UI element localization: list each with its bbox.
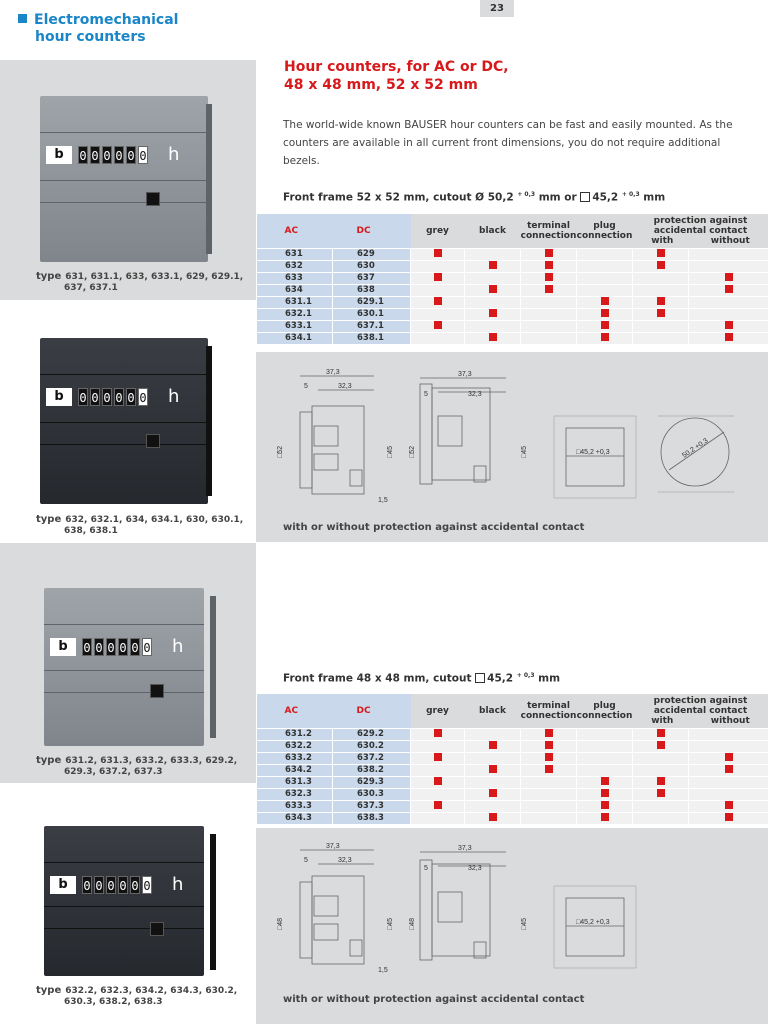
option-cell: [411, 764, 465, 776]
option-cell: [633, 248, 689, 260]
option-cell: [465, 776, 521, 788]
option-cell: [633, 296, 689, 308]
option-cell: [577, 800, 633, 812]
column-header-protection: protection against accidental contact with without: [633, 214, 768, 248]
hour-counter-photo-black-48: [44, 826, 216, 996]
option-cell: [689, 284, 768, 296]
red-square-marker-icon: [601, 297, 609, 305]
red-square-marker-icon: [601, 321, 609, 329]
option-cell: [411, 284, 465, 296]
option-cell: [465, 788, 521, 800]
table-row: [257, 764, 768, 776]
ac-type-cell: 632.2: [257, 740, 333, 752]
digit-display: 0 0 0 0 0 0: [78, 388, 148, 406]
option-cell: [689, 776, 768, 788]
red-square-marker-icon: [725, 321, 733, 329]
option-cell: [633, 740, 689, 752]
option-cell: [465, 752, 521, 764]
dc-type-cell: 637.2: [333, 752, 411, 764]
red-square-marker-icon: [601, 309, 609, 317]
dc-type-cell: 630.1: [333, 308, 411, 320]
option-cell: [521, 320, 577, 332]
option-cell: [411, 248, 465, 260]
red-square-marker-icon: [489, 261, 497, 269]
red-square-marker-icon: [601, 789, 609, 797]
red-square-marker-icon: [657, 777, 665, 785]
drawing-note: with or without protection against accidental contact: [283, 522, 585, 533]
column-header-plug: plug connection: [577, 214, 633, 248]
red-square-marker-icon: [489, 813, 497, 821]
hour-unit-label: h: [168, 144, 180, 165]
red-square-marker-icon: [725, 813, 733, 821]
option-cell: [521, 764, 577, 776]
option-cell: [521, 800, 577, 812]
column-header-terminal: terminal connection: [521, 214, 577, 248]
bauser-logo: b: [46, 388, 72, 406]
table-row: [257, 788, 768, 800]
table-row: [257, 332, 768, 344]
option-cell: [411, 752, 465, 764]
svg-text:□45,2 +0,3: □45,2 +0,3: [576, 449, 610, 456]
ac-type-cell: 631.3: [257, 776, 333, 788]
table-row: [257, 260, 768, 272]
option-cell: [689, 272, 768, 284]
svg-text:32,3: 32,3: [468, 391, 482, 398]
ac-type-cell: 634.1: [257, 332, 333, 344]
option-cell: [577, 260, 633, 272]
svg-text:32,3: 32,3: [338, 383, 352, 390]
dimension-drawing-48: [274, 842, 754, 982]
option-cell: [411, 812, 465, 824]
ac-type-cell: 633: [257, 272, 333, 284]
option-cell: [411, 740, 465, 752]
digit-display: 0 0 0 0 0 0: [78, 146, 148, 164]
square-cutout-icon: [475, 673, 485, 683]
svg-text:5: 5: [424, 865, 428, 872]
option-cell: [633, 260, 689, 272]
option-cell: [411, 272, 465, 284]
option-cell: [689, 260, 768, 272]
column-header-grey: grey: [411, 694, 465, 728]
dc-type-cell: 630.3: [333, 788, 411, 800]
option-cell: [633, 320, 689, 332]
option-cell: [521, 272, 577, 284]
option-cell: [465, 332, 521, 344]
option-cell: [521, 308, 577, 320]
dc-type-cell: 630: [333, 260, 411, 272]
option-cell: [577, 320, 633, 332]
table-row: [257, 272, 768, 284]
option-cell: [411, 320, 465, 332]
option-cell: [689, 764, 768, 776]
option-cell: [633, 812, 689, 824]
red-square-marker-icon: [601, 801, 609, 809]
option-cell: [577, 308, 633, 320]
table-row: [257, 728, 768, 740]
option-cell: [577, 812, 633, 824]
intro-text: The world-wide known BAUSER hour counters can be fast and easily mounted. As the counters are available in all current front dimensions, you do not require additional bezels.: [283, 119, 733, 167]
red-square-marker-icon: [657, 249, 665, 257]
ac-type-cell: 633.3: [257, 800, 333, 812]
ac-type-cell: 632: [257, 260, 333, 272]
svg-text:37,3: 37,3: [326, 369, 340, 376]
red-square-marker-icon: [434, 777, 442, 785]
option-cell: [689, 332, 768, 344]
option-cell: [465, 812, 521, 824]
dc-type-cell: 637.3: [333, 800, 411, 812]
hour-counter-photo-grey-48: [44, 588, 216, 758]
svg-text:5: 5: [304, 857, 308, 864]
option-cell: [577, 332, 633, 344]
option-cell: [577, 788, 633, 800]
red-square-marker-icon: [725, 273, 733, 281]
option-cell: [465, 764, 521, 776]
red-square-marker-icon: [545, 741, 553, 749]
option-cell: [577, 752, 633, 764]
option-cell: [633, 272, 689, 284]
column-header-black: black: [465, 694, 521, 728]
red-square-marker-icon: [657, 309, 665, 317]
svg-text:32,3: 32,3: [468, 865, 482, 872]
type-caption: type 631.2, 631.3, 633.2, 633.3, 629.2, 629.3, 637.2, 637.3: [36, 755, 238, 777]
table-row: [257, 248, 768, 260]
dc-type-cell: 629: [333, 248, 411, 260]
page-title: Hour counters, for AC or DC, 48 x 48 mm, 52 x 52 mm: [284, 59, 509, 93]
red-square-marker-icon: [657, 741, 665, 749]
square-cutout-icon: [580, 192, 590, 202]
ac-type-cell: 634: [257, 284, 333, 296]
option-cell: [411, 788, 465, 800]
svg-text:□45: □45: [387, 917, 394, 930]
red-square-marker-icon: [489, 765, 497, 773]
column-header-protection: protection against accidental contact with without: [633, 694, 768, 728]
table-row: [257, 284, 768, 296]
ac-type-cell: 632.3: [257, 788, 333, 800]
red-square-marker-icon: [434, 729, 442, 737]
dc-type-cell: 629.3: [333, 776, 411, 788]
red-square-marker-icon: [657, 261, 665, 269]
option-cell: [633, 284, 689, 296]
ac-type-cell: 631.1: [257, 296, 333, 308]
ac-type-cell: 634.3: [257, 812, 333, 824]
bauser-logo: b: [46, 146, 72, 164]
dc-type-cell: 638.3: [333, 812, 411, 824]
red-square-marker-icon: [489, 789, 497, 797]
spec-table-48: [256, 694, 768, 824]
option-cell: [577, 728, 633, 740]
option-cell: [465, 296, 521, 308]
svg-text:1,5: 1,5: [378, 967, 388, 974]
red-square-marker-icon: [725, 765, 733, 773]
option-cell: [411, 308, 465, 320]
dc-type-cell: 630.2: [333, 740, 411, 752]
ac-type-cell: 633.1: [257, 320, 333, 332]
option-cell: [577, 764, 633, 776]
option-cell: [411, 728, 465, 740]
red-square-marker-icon: [434, 321, 442, 329]
column-header-ac: AC: [257, 694, 333, 728]
table-row: [257, 812, 768, 824]
red-square-marker-icon: [601, 777, 609, 785]
bauser-logo: b: [50, 638, 76, 656]
column-header-terminal: terminal connection: [521, 694, 577, 728]
table-row: [257, 776, 768, 788]
option-cell: [411, 296, 465, 308]
option-cell: [689, 788, 768, 800]
red-square-marker-icon: [434, 249, 442, 257]
option-cell: [521, 740, 577, 752]
ac-type-cell: 631: [257, 248, 333, 260]
svg-text:□48: □48: [277, 917, 284, 930]
option-cell: [633, 308, 689, 320]
red-square-marker-icon: [601, 333, 609, 341]
spec-table-52: [256, 214, 768, 344]
red-square-marker-icon: [725, 333, 733, 341]
option-cell: [411, 776, 465, 788]
section-title-line1: Electromechanical: [34, 12, 179, 28]
svg-text:□45: □45: [521, 917, 528, 930]
red-square-marker-icon: [545, 249, 553, 257]
option-cell: [411, 800, 465, 812]
svg-text:37,3: 37,3: [458, 371, 472, 378]
square-bullet-icon: [18, 14, 27, 23]
dc-type-cell: 637: [333, 272, 411, 284]
column-header-grey: grey: [411, 214, 465, 248]
column-header-dc: DC: [333, 214, 411, 248]
option-cell: [689, 812, 768, 824]
option-cell: [465, 728, 521, 740]
column-header-black: black: [465, 214, 521, 248]
svg-text:5: 5: [304, 383, 308, 390]
option-cell: [521, 812, 577, 824]
option-cell: [465, 248, 521, 260]
ac-type-cell: 632.1: [257, 308, 333, 320]
hour-unit-label: h: [172, 874, 184, 895]
red-square-marker-icon: [489, 309, 497, 317]
option-cell: [521, 296, 577, 308]
svg-text:50,2 +0,3: 50,2 +0,3: [681, 437, 710, 460]
svg-text:32,3: 32,3: [338, 857, 352, 864]
option-cell: [411, 260, 465, 272]
drawing-note: with or without protection against accidental contact: [283, 994, 585, 1005]
red-square-marker-icon: [489, 285, 497, 293]
red-square-marker-icon: [545, 729, 553, 737]
red-square-marker-icon: [601, 813, 609, 821]
red-square-marker-icon: [489, 333, 497, 341]
red-square-marker-icon: [657, 297, 665, 305]
red-square-marker-icon: [725, 753, 733, 761]
option-cell: [577, 248, 633, 260]
type-caption: type 632.2, 632.3, 634.2, 634.3, 630.2, 630.3, 638.2, 638.3: [36, 985, 238, 1007]
ac-type-cell: 634.2: [257, 764, 333, 776]
option-cell: [465, 320, 521, 332]
option-cell: [465, 284, 521, 296]
hour-unit-label: h: [172, 636, 184, 657]
red-square-marker-icon: [725, 801, 733, 809]
frame-heading-52: Front frame 52 x 52 mm, cutout Ø 50,2 $^{+ 0,3}$ mm or 45,2 $^{+ 0,3}$ mm: [283, 191, 666, 204]
red-square-marker-icon: [434, 801, 442, 809]
column-header-dc: DC: [333, 694, 411, 728]
svg-text:□45,2 +0,3: □45,2 +0,3: [576, 919, 610, 926]
red-square-marker-icon: [545, 753, 553, 761]
section-title: [18, 12, 178, 46]
red-square-marker-icon: [489, 741, 497, 749]
bauser-logo: b: [50, 876, 76, 894]
option-cell: [633, 332, 689, 344]
option-cell: [633, 776, 689, 788]
run-indicator-icon: [150, 684, 164, 698]
column-header-plug: plug connection: [577, 694, 633, 728]
hour-counter-photo-grey-52: [40, 96, 212, 266]
option-cell: [521, 776, 577, 788]
option-cell: [521, 752, 577, 764]
red-square-marker-icon: [545, 765, 553, 773]
option-cell: [689, 728, 768, 740]
option-cell: [577, 284, 633, 296]
frame-heading-48: Front frame 48 x 48 mm, cutout 45,2 $^{+ 0,3}$ mm: [283, 672, 561, 685]
column-header-ac: AC: [257, 214, 333, 248]
digit-display: 0 0 0 0 0 0: [82, 638, 152, 656]
table-row: [257, 308, 768, 320]
option-cell: [689, 740, 768, 752]
option-cell: [689, 308, 768, 320]
option-cell: [521, 332, 577, 344]
run-indicator-icon: [146, 434, 160, 448]
option-cell: [633, 788, 689, 800]
option-cell: [465, 308, 521, 320]
option-cell: [577, 272, 633, 284]
option-cell: [633, 728, 689, 740]
svg-text:□48: □48: [409, 917, 416, 930]
red-square-marker-icon: [434, 297, 442, 305]
option-cell: [521, 260, 577, 272]
svg-text:1,5: 1,5: [378, 497, 388, 504]
digit-display: 0 0 0 0 0 0: [82, 876, 152, 894]
option-cell: [689, 248, 768, 260]
dc-type-cell: 638.1: [333, 332, 411, 344]
dc-type-cell: 629.1: [333, 296, 411, 308]
option-cell: [465, 800, 521, 812]
red-square-marker-icon: [725, 285, 733, 293]
option-cell: [521, 788, 577, 800]
option-cell: [465, 740, 521, 752]
run-indicator-icon: [150, 922, 164, 936]
red-square-marker-icon: [657, 789, 665, 797]
ac-type-cell: 633.2: [257, 752, 333, 764]
option-cell: [689, 752, 768, 764]
svg-text:□45: □45: [387, 445, 394, 458]
red-square-marker-icon: [545, 273, 553, 281]
red-square-marker-icon: [657, 729, 665, 737]
hour-unit-label: h: [168, 386, 180, 407]
section-title-line2: hour counters: [35, 29, 146, 45]
option-cell: [411, 332, 465, 344]
option-cell: [633, 800, 689, 812]
dc-type-cell: 638.2: [333, 764, 411, 776]
svg-text:37,3: 37,3: [458, 845, 472, 852]
table-row: [257, 740, 768, 752]
option-cell: [521, 248, 577, 260]
table-row: [257, 296, 768, 308]
table-row: [257, 320, 768, 332]
dimension-drawing-52: [274, 366, 754, 516]
hour-counter-photo-black-52: [40, 338, 212, 508]
type-caption: type 632, 632.1, 634, 634.1, 630, 630.1, 638, 638.1: [36, 514, 244, 536]
dc-type-cell: 637.1: [333, 320, 411, 332]
option-cell: [689, 296, 768, 308]
option-cell: [521, 728, 577, 740]
svg-text:37,3: 37,3: [326, 843, 340, 850]
ac-type-cell: 631.2: [257, 728, 333, 740]
svg-text:□45: □45: [521, 445, 528, 458]
type-caption: type 631, 631.1, 633, 633.1, 629, 629.1, 637, 637.1: [36, 271, 244, 293]
table-row: [257, 800, 768, 812]
run-indicator-icon: [146, 192, 160, 206]
red-square-marker-icon: [434, 753, 442, 761]
svg-text:5: 5: [424, 391, 428, 398]
red-square-marker-icon: [545, 285, 553, 293]
table-row: [257, 752, 768, 764]
option-cell: [521, 284, 577, 296]
red-square-marker-icon: [545, 261, 553, 269]
option-cell: [465, 260, 521, 272]
option-cell: [633, 752, 689, 764]
svg-text:□52: □52: [409, 445, 416, 458]
option-cell: [577, 740, 633, 752]
dc-type-cell: 638: [333, 284, 411, 296]
option-cell: [633, 764, 689, 776]
option-cell: [465, 272, 521, 284]
option-cell: [689, 320, 768, 332]
svg-text:□52: □52: [277, 445, 284, 458]
red-square-marker-icon: [434, 273, 442, 281]
option-cell: [577, 296, 633, 308]
dc-type-cell: 629.2: [333, 728, 411, 740]
option-cell: [689, 800, 768, 812]
page-number: 23: [480, 0, 514, 17]
option-cell: [577, 776, 633, 788]
